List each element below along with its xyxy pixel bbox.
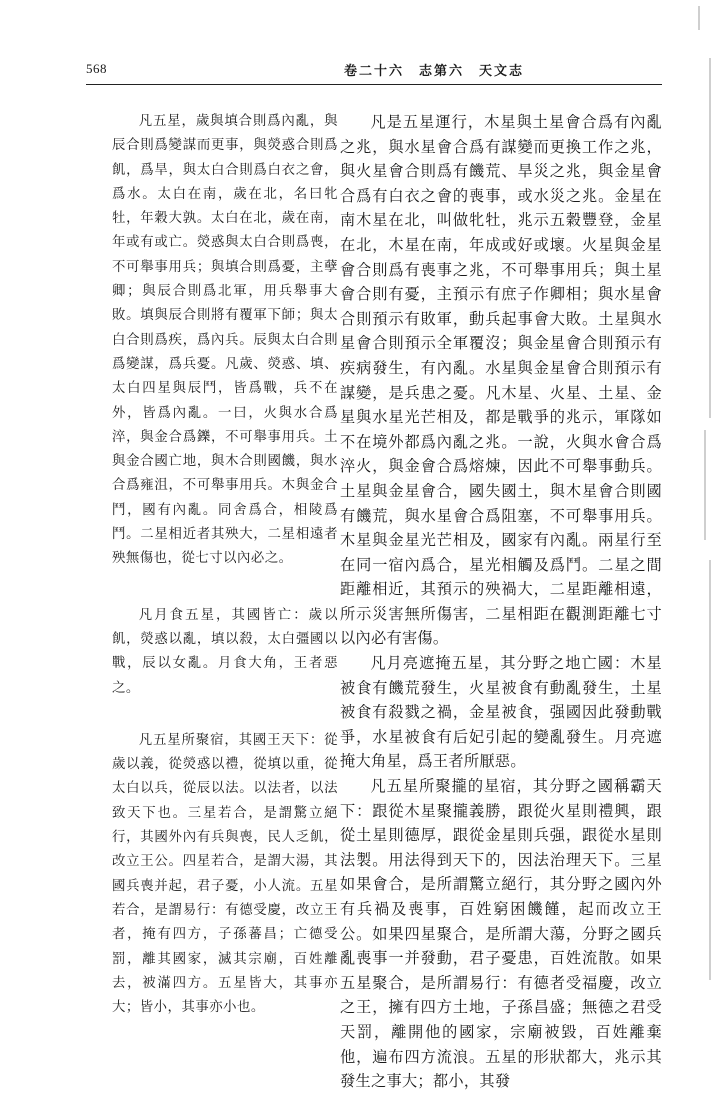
classical-paragraph: 凡五星所聚宿，其國王天下：從歲以義，從熒惑以禮，從填以重，從太白以兵，從辰以法。以法者，以法致天下也。三星若合，是謂驚立絕行，其國外內有兵與喪，民人乏飢，改立王公。四星若合，是謂大湯，其國兵喪并起，君子憂，小人流。五星若合，是謂易行：有德受慶，改立王者，掩有四方，子孫蕃昌；亡德受罰，離其國家，滅其宗廟，百姓離去，被滿四方。五星皆大，其事亦大；皆小，其事亦小也。 xyxy=(112,732,338,1016)
translation-paragraph: 凡五星所聚攏的星宿，其分野之國稱霸天下：跟從木星聚攏義勝，跟從火星則禮興，跟從土星則德厚，跟從金星則兵强，跟從水星則法製。用法得到天下的，因法治理天下。三星如果會合，是所謂驚立絕行，其分野之國內外有兵禍及喪事，百姓窮困饑饉，起而改立王公。如果四星聚合，是所謂大蕩，分野之國兵亂喪事一并發動，君子憂患，百姓流散。如果五星聚合，是所謂易行：有德者受福慶，改立之王，擁有四方土地，子孫昌盛；無德之君受天罰，離開他的國家，宗廟被毀，百姓離棄他，遍布四方流浪。五星的形狀都大，兆示其發生之事大；都小，其發 xyxy=(340,777,662,1091)
scan-edge-mark xyxy=(698,6,700,30)
page-header xyxy=(86,58,662,84)
scan-edge-mark xyxy=(709,560,711,980)
translation-paragraph: 凡是五星運行，木星與土星會合爲有內亂之兆，與水星會合爲有謀變而更換工作之兆，與火星會合則爲有饑荒、旱災之兆，與金星會合爲有白衣之會的喪事，或水災之兆。金星在南木星在北，叫做牝牡，兆示五穀豐登，金星在北，木星在南，年成或好或壞。火星與金星會合則爲有喪事之兆，不可舉事用兵；與土星會合則有憂，主預示有庶子作卿相；與水星會合則預示有敗軍，動兵起事會大敗。土星與水星會合則預示全軍覆沒；與金星會合則預示有疾病發生，有內亂。水星與金星會合則預示有謀變，是兵患之憂。凡木星、火星、土星、金星與水星光芒相及，都是戰爭的兆示，軍隊如不在境外都爲內亂之兆。一說，火與水會合爲淬火，與金會合爲熔煉，因此不可舉事動兵。土星與金星會合，國失國土，與木星會合則國有饑荒，與水星會合爲阻塞，不可舉事用兵。木星與金星光芒相及，國家有內亂。兩星行至在同一宿內爲合，星光相觸及爲鬥。二星之間距離相近，其預示的殃禍大，二星距離相遠，所示災害無所傷害，二星相距在觀測距離七寸以內必有害傷。 xyxy=(340,113,662,648)
translation-column xyxy=(340,110,662,1094)
scan-edge-mark xyxy=(704,430,706,540)
header-rule xyxy=(86,84,662,85)
classical-text-column xyxy=(112,110,338,1020)
classical-paragraph: 凡月食五星，其國皆亡：歲以飢，熒惑以亂，填以殺，太白彊國以戰，辰以女亂。月食大角，王者惡之。 xyxy=(112,607,338,696)
scan-edge-mark xyxy=(709,58,711,418)
translation-paragraph: 凡月亮遮掩五星，其分野之地亡國：木星被食有饑荒發生，火星被食有動亂發生，土星被食有殺戮之禍，金星被食，强國因此發動戰爭，水星被食有后妃引起的變亂發生。月亮遮掩大角星，爲王者所厭惡。 xyxy=(340,654,662,771)
running-title: 卷二十六 志第六 天文志 xyxy=(343,64,524,79)
classical-paragraph: 凡五星，歲與填合則爲內亂，與辰合則爲變謀而更事，與熒惑合則爲飢，爲旱，與太白合則爲白衣之會，爲水。太白在南，歲在北，名曰牝牡，年穀大孰。太白在北，歲在南，年或有或亡。熒惑與太白合則爲喪，不可舉事用兵；與填合則爲憂，主孽卿；與辰合則爲北軍，用兵舉事大敗。填與辰合則將有覆軍下師；與太白合則爲疾，爲內兵。辰與太白合則爲變謀，爲兵憂。凡歲、熒惑、填、太白四星與辰鬥，皆爲戰，兵不在外，皆爲內亂。一曰，火與水合爲淬，與金合爲鑠，不可舉事用兵。土與金合國亡地，與木合則國饑，與水合爲雍沮，不可舉事用兵。木與金合鬥，國有內亂。同舍爲合，相陵爲鬥。二星相近者其殃大，二星相遠者殃無傷也，從七寸以內必之。 xyxy=(112,114,338,567)
page-number: 568 xyxy=(86,61,107,76)
